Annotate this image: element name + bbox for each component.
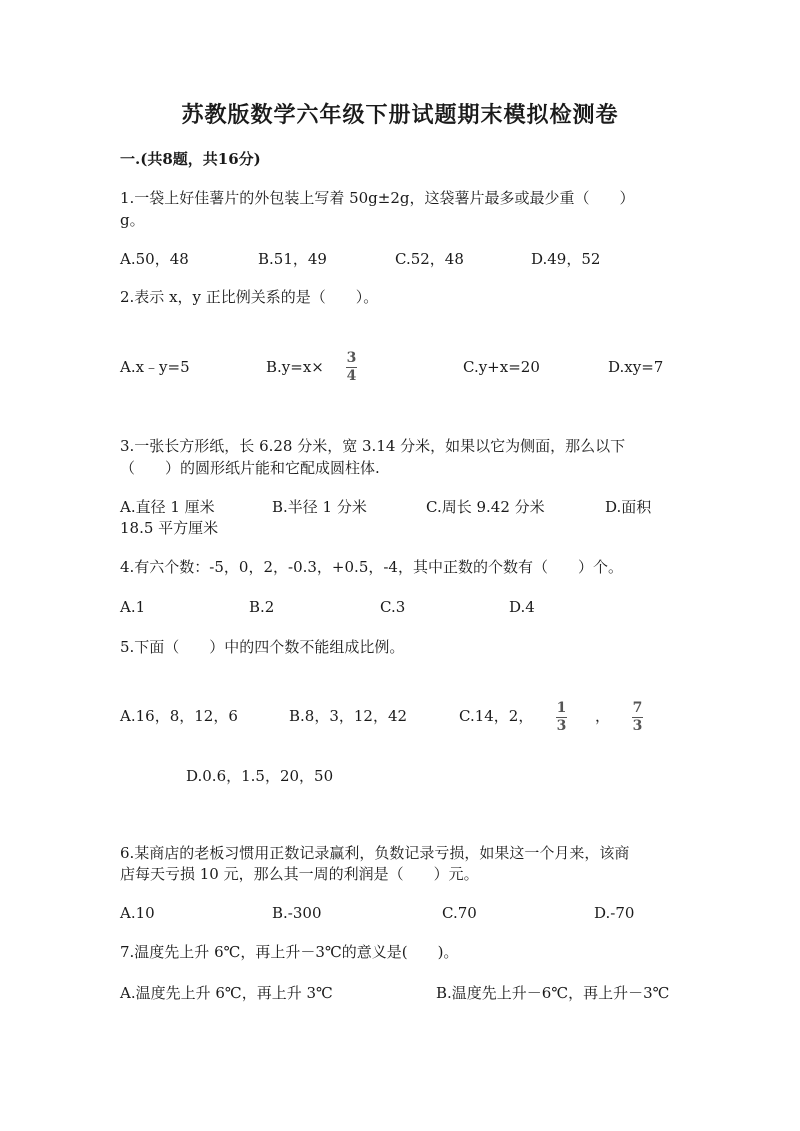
page-title: 苏教版数学六年级下册试题期末模拟检测卷: [181, 102, 619, 128]
fraction-numerator: 7: [632, 700, 643, 716]
question-5-option-a[interactable]: A.16，8，12，6: [120, 707, 238, 725]
question-5-option-c-fraction-1: [556, 701, 567, 734]
fraction-denominator: 4: [346, 368, 357, 384]
fraction-numerator: 3: [346, 350, 357, 366]
question-5-option-c-separator: ，: [595, 707, 611, 725]
question-6-text-line-1: 6.某商店的老板习惯用正数记录赢利，负数记录亏损，如果这一个月来，该商: [120, 844, 630, 862]
question-6-option-a[interactable]: A.10: [120, 904, 155, 922]
question-5-text: 5.下面（ ）中的四个数不能组成比例。: [120, 638, 405, 656]
question-2-option-d[interactable]: D.xy=7: [608, 358, 664, 376]
question-2-option-c[interactable]: C.y+x=20: [463, 358, 540, 376]
question-2-text: 2.表示 x，y 正比例关系的是（ ）。: [120, 288, 379, 306]
question-3-option-d[interactable]: D.面积: [605, 498, 652, 516]
question-6-option-d[interactable]: D.-70: [594, 904, 635, 922]
question-5-option-c-fraction-2: [632, 701, 643, 734]
question-3-option-a[interactable]: A.直径 1 厘米: [120, 498, 215, 516]
question-4-option-c[interactable]: C.3: [380, 598, 406, 616]
fraction-denominator: 3: [632, 718, 643, 734]
question-7-text: 7.温度先上升 6℃，再上升－3℃的意义是( )。: [120, 943, 459, 961]
question-4-text: 4.有六个数：-5，0，2，-0.3，+0.5，-4，其中正数的个数有（ ）个。: [120, 558, 623, 576]
question-5-option-b[interactable]: B.8，3，12，42: [289, 707, 408, 725]
question-2-option-b-fraction: [346, 351, 357, 384]
question-2-option-a[interactable]: A.x﹣y=5: [120, 358, 190, 376]
question-3-option-c[interactable]: C.周长 9.42 分米: [426, 498, 545, 516]
fraction-denominator: 3: [556, 718, 567, 734]
section-heading: 一.(共8题，共16分): [120, 150, 261, 168]
question-2-option-b[interactable]: B.y=x×: [266, 358, 324, 376]
question-1-option-c[interactable]: C.52，48: [395, 250, 464, 268]
question-7-option-a[interactable]: A.温度先上升 6℃，再上升 3℃: [120, 984, 333, 1002]
question-3-option-d-continued: 18.5 平方厘米: [120, 519, 219, 537]
question-7-option-b[interactable]: B.温度先上升－6℃，再上升－3℃: [436, 984, 670, 1002]
question-1-text-line-1: 1.一袋上好佳薯片的外包装上写着 50g±2g，这袋薯片最多或最少重（ ）: [120, 189, 635, 207]
question-1-option-a[interactable]: A.50，48: [120, 250, 189, 268]
question-4-option-b[interactable]: B.2: [249, 598, 275, 616]
fraction-numerator: 1: [556, 700, 567, 716]
question-6-option-b[interactable]: B.-300: [272, 904, 322, 922]
question-6-option-c[interactable]: C.70: [442, 904, 477, 922]
question-3-option-b[interactable]: B.半径 1 分米: [272, 498, 367, 516]
question-5-option-d[interactable]: D.0.6，1.5，20，50: [186, 767, 334, 785]
question-1-text-line-2: g。: [120, 211, 145, 229]
question-5-option-c[interactable]: C.14，2，: [459, 707, 534, 725]
question-4-option-d[interactable]: D.4: [509, 598, 535, 616]
question-1-option-b[interactable]: B.51，49: [258, 250, 327, 268]
question-4-option-a[interactable]: A.1: [120, 598, 146, 616]
question-3-text-line-2: （ ）的圆形纸片能和它配成圆柱体.: [120, 459, 380, 477]
question-6-text-line-2: 店每天亏损 10 元，那么其一周的利润是（ ）元。: [120, 865, 479, 883]
question-3-text-line-1: 3.一张长方形纸，长 6.28 分米，宽 3.14 分米，如果以它为侧面，那么以下: [120, 437, 626, 455]
question-1-option-d[interactable]: D.49，52: [531, 250, 601, 268]
